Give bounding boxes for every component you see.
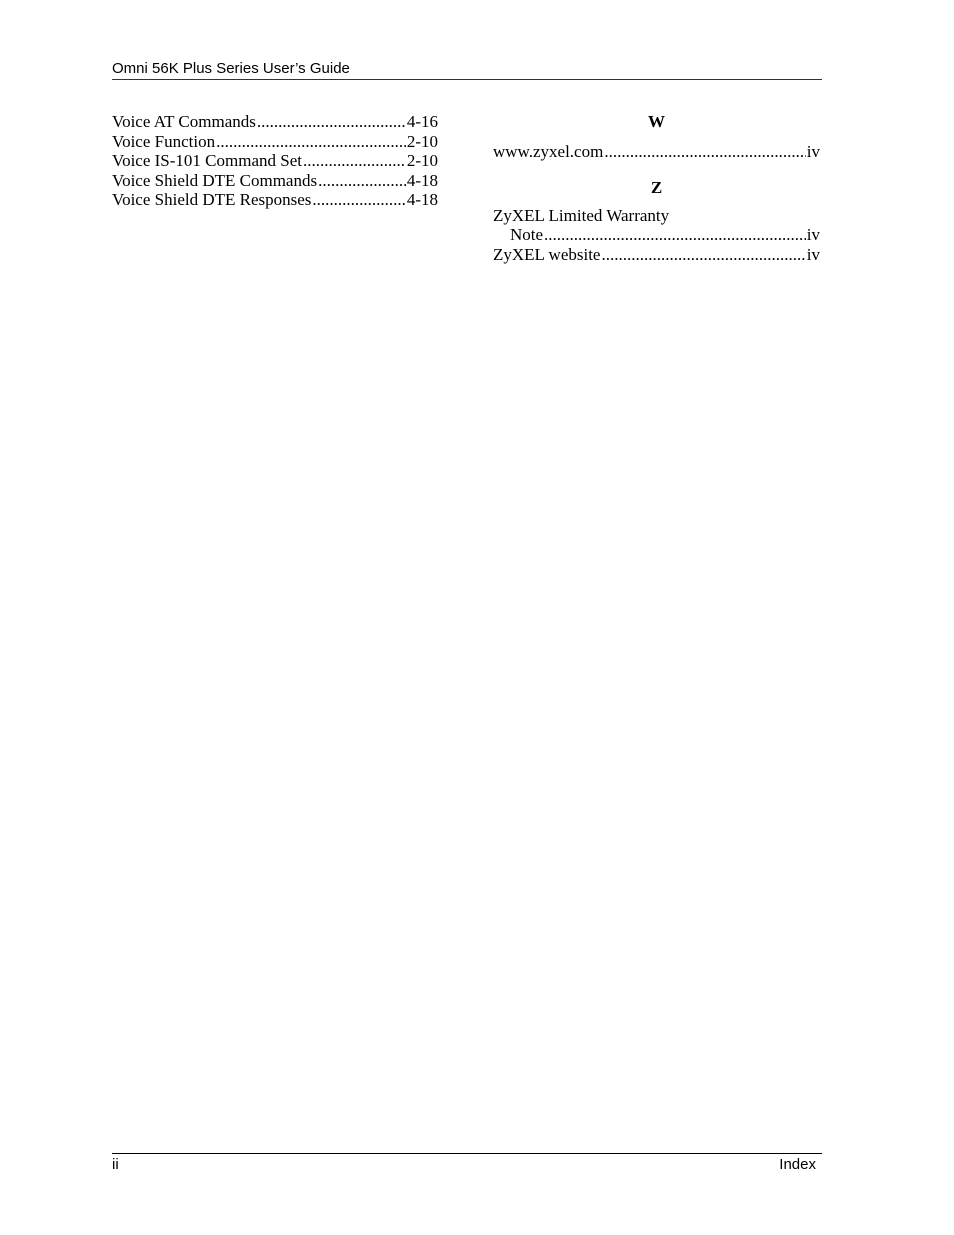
index-entry bbox=[112, 112, 438, 132]
index-term: www.zyxel.com bbox=[493, 141, 604, 161]
index-entry bbox=[493, 245, 820, 265]
index-term: Voice IS-101 Command Set bbox=[112, 151, 302, 171]
footer-section-name: Index bbox=[779, 1156, 816, 1173]
index-sub-entry bbox=[493, 225, 820, 245]
index-letter-heading: W bbox=[648, 112, 665, 131]
index-term: Voice AT Commands bbox=[112, 112, 256, 131]
index-entry bbox=[112, 171, 438, 191]
dot-leader bbox=[303, 151, 406, 171]
index-column-left bbox=[112, 112, 438, 210]
footer-rule bbox=[112, 1153, 822, 1154]
index-page-ref: 4-16 bbox=[406, 112, 438, 131]
index-page-ref: 4-18 bbox=[406, 190, 438, 210]
index-term: Note bbox=[510, 225, 544, 245]
index-term: Voice Function bbox=[112, 131, 216, 151]
index-page-ref: iv bbox=[806, 141, 820, 161]
footer-page-number: ii bbox=[112, 1156, 119, 1173]
index-entry bbox=[112, 151, 438, 171]
index-page-ref: 2-10 bbox=[406, 151, 438, 171]
dot-leader bbox=[601, 245, 805, 265]
index-term: Voice Shield DTE Responses bbox=[112, 190, 312, 210]
header-rule bbox=[112, 79, 822, 80]
dot-leader bbox=[318, 171, 406, 191]
dot-leader bbox=[257, 112, 406, 132]
index-letter-heading: Z bbox=[650, 178, 663, 198]
index-column-right bbox=[493, 112, 820, 265]
index-page-ref: 4-18 bbox=[406, 170, 438, 190]
index-entry bbox=[493, 142, 820, 162]
index-term: Voice Shield DTE Commands bbox=[112, 170, 318, 190]
dot-leader bbox=[604, 142, 805, 162]
index-entry bbox=[112, 190, 438, 210]
index-page-ref: iv bbox=[806, 225, 820, 245]
dot-leader bbox=[312, 190, 405, 210]
index-term: ZyXEL website bbox=[493, 244, 601, 264]
running-header: Omni 56K Plus Series User’s Guide bbox=[112, 60, 350, 77]
index-entry bbox=[112, 132, 438, 152]
dot-leader bbox=[544, 225, 806, 245]
index-heading-entry: ZyXEL Limited Warranty bbox=[493, 205, 670, 225]
index-page-ref: 2-10 bbox=[406, 131, 438, 151]
dot-leader bbox=[216, 132, 406, 152]
index-page-ref: iv bbox=[806, 244, 820, 264]
